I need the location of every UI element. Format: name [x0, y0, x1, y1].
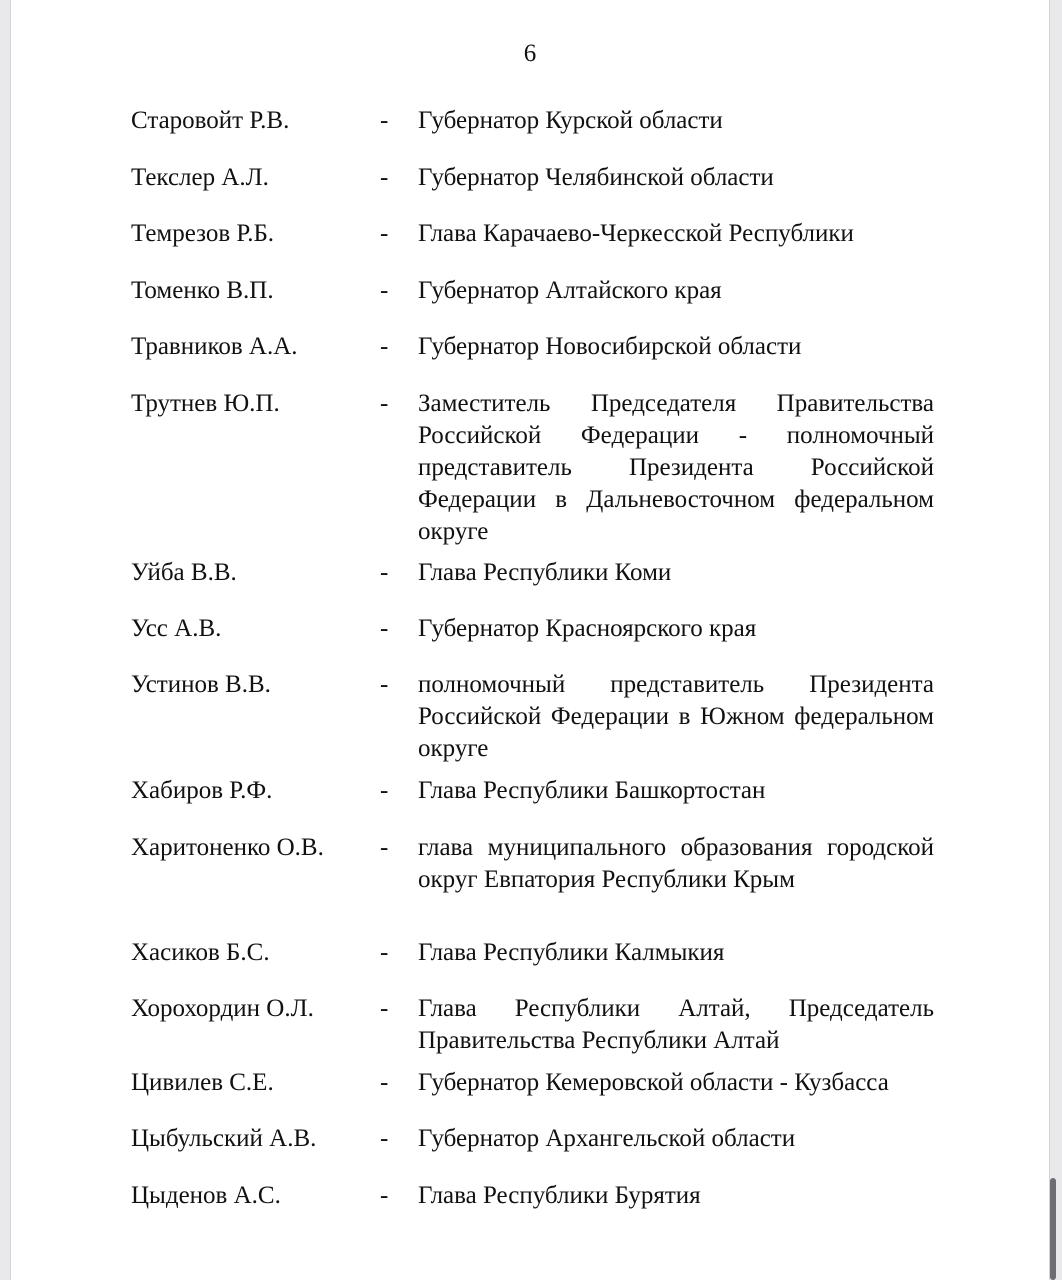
person-position: Губернатор Красноярского края [418, 615, 757, 642]
person-name: Текслер А.Л. [131, 164, 269, 191]
person-position: Глава Республики Алтай, Председатель Правительства Республики Алтай [418, 995, 934, 1054]
person-name: Цыденов А.С. [131, 1182, 281, 1209]
person-name: Травников А.А. [131, 333, 298, 360]
separator-dash: - [380, 671, 389, 698]
separator-dash: - [380, 1069, 389, 1096]
separator-dash: - [380, 1125, 389, 1152]
separator-dash: - [380, 1182, 389, 1209]
separator-dash: - [380, 333, 389, 360]
person-position: Губернатор Новосибирской области [418, 333, 802, 360]
person-position: Глава Республики Бурятия [418, 1182, 701, 1209]
person-name: Хабиров Р.Ф. [131, 777, 273, 804]
person-name: Цивилев С.Е. [131, 1069, 274, 1096]
person-name: Хасиков Б.С. [131, 939, 270, 966]
person-name: Харитоненко О.В. [131, 834, 324, 861]
separator-dash: - [380, 107, 389, 134]
person-name: Томенко В.П. [131, 277, 274, 304]
person-name: Цыбульский А.В. [131, 1125, 317, 1152]
vertical-scrollbar[interactable] [1050, 1178, 1056, 1280]
document-page [10, 0, 1050, 1280]
person-position: Глава Республики Башкортостан [418, 777, 766, 804]
separator-dash: - [380, 995, 389, 1022]
separator-dash: - [380, 559, 389, 586]
person-position: Губернатор Челябинской области [418, 164, 774, 191]
separator-dash: - [380, 834, 389, 861]
person-position: глава муниципального образования городской округ Евпатория Республики Крым [418, 834, 934, 893]
person-position: Глава Республики Калмыкия [418, 939, 725, 966]
person-name: Темрезов Р.Б. [131, 220, 275, 247]
person-position: Губернатор Кемеровской области - Кузбасса [418, 1069, 889, 1096]
person-name: Хорохордин О.Л. [131, 995, 314, 1022]
person-position: Губернатор Курской области [418, 107, 723, 134]
person-name: Устинов В.В. [131, 671, 271, 698]
separator-dash: - [380, 939, 389, 966]
person-name: Уйба В.В. [131, 559, 237, 586]
page-number: 6 [523, 40, 537, 67]
person-name: Трутнев Ю.П. [131, 390, 280, 417]
person-position: Губернатор Алтайского края [418, 277, 722, 304]
person-position: Глава Республики Коми [418, 559, 672, 586]
separator-dash: - [380, 390, 389, 417]
person-position: Заместитель Председателя Правительства Российской Федерации - полномочный представитель Президента Российской Федерации в Дальневосточном федеральном округе [418, 390, 934, 545]
separator-dash: - [380, 220, 389, 247]
person-position: полномочный представитель Президента Российской Федерации в Южном федеральном округе [418, 671, 934, 762]
separator-dash: - [380, 777, 389, 804]
person-position: Глава Карачаево-Черкесской Республики [418, 220, 854, 247]
separator-dash: - [380, 277, 389, 304]
person-position: Губернатор Архангельской области [418, 1125, 796, 1152]
separator-dash: - [380, 615, 389, 642]
person-name: Старовойт Р.В. [131, 107, 290, 134]
person-name: Усс А.В. [131, 615, 222, 642]
separator-dash: - [380, 164, 389, 191]
